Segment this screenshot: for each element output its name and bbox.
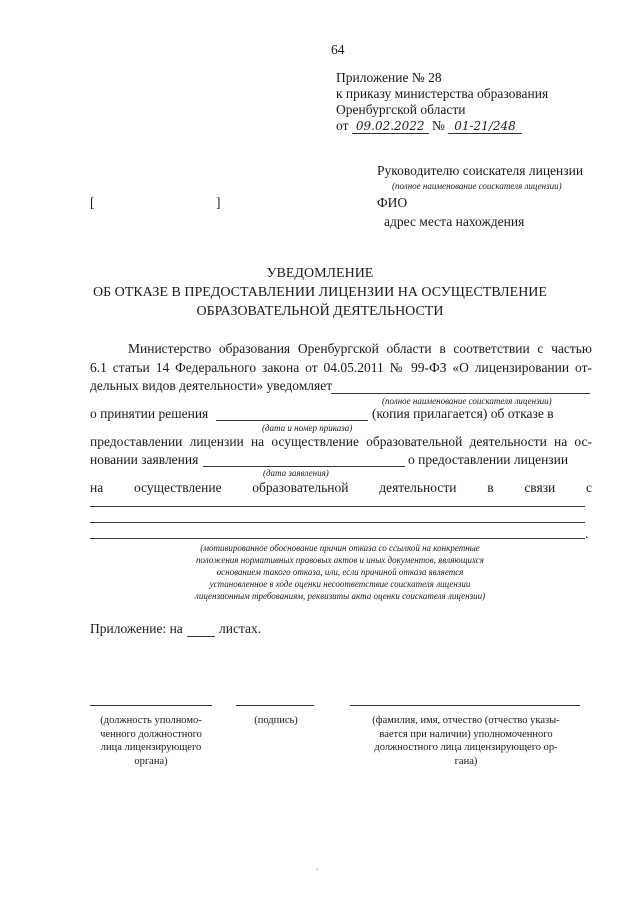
reason-caption-line: (мотивированное обоснование причин отказа со ссылкой на конкретные bbox=[200, 543, 480, 553]
reason-caption-line: установленное в ходе оценки несоответствие соискателя лицензии bbox=[209, 579, 471, 589]
appendix-order-ref: к приказу министерства образования bbox=[336, 86, 549, 101]
order-caption: (дата и номер приказа) bbox=[262, 423, 353, 433]
caption-line: гана) bbox=[454, 755, 478, 767]
position-line bbox=[90, 705, 212, 706]
body-line-3: дельных видов деятельности» уведомляет bbox=[90, 378, 333, 393]
caption-line: ченного должностного bbox=[100, 728, 202, 740]
reason-line-1 bbox=[90, 506, 585, 507]
word: деятельности bbox=[379, 480, 457, 495]
reason-end-dot: . bbox=[585, 526, 589, 541]
title-line-1: УВЕДОМЛЕНИЕ bbox=[266, 266, 374, 281]
caption-line: должностного лица лицензирующего ор- bbox=[374, 742, 558, 753]
addressee-fio: ФИО bbox=[377, 195, 408, 210]
word: связи bbox=[524, 480, 556, 495]
reason-line-2 bbox=[90, 522, 585, 523]
stamp-bracket-right: ] bbox=[216, 195, 221, 210]
attachment-suffix: листах. bbox=[219, 621, 262, 636]
word: образовательной bbox=[252, 480, 349, 495]
application-text: новании заявления bbox=[90, 452, 199, 467]
title-line-3: ОБРАЗОВАТЕЛЬНОЙ ДЕЯТЕЛЬНОСТИ bbox=[196, 304, 444, 319]
word: осуществление bbox=[133, 480, 222, 495]
full-name-caption bbox=[346, 714, 586, 768]
word: с bbox=[586, 480, 592, 495]
date-prefix: от bbox=[336, 118, 349, 133]
number-prefix: № bbox=[431, 118, 445, 133]
caption-line: лица лицензирующего bbox=[100, 742, 202, 753]
title-line-2: ОБ ОТКАЗЕ В ПРЕДОСТАВЛЕНИИ ЛИЦЕНЗИИ НА ОСУЩЕСТВЛЕНИЕ bbox=[93, 285, 547, 300]
caption-line: вается при наличии) уполномоченного bbox=[379, 728, 553, 740]
addressee-head: Руководителю соискателя лицензии bbox=[377, 163, 584, 178]
applicant-name-caption: (полное наименование соискателя лицензии) bbox=[382, 396, 552, 406]
body-line-5: предоставлении лицензии на осуществление образовательной деятельности на ос- bbox=[90, 434, 592, 449]
caption-line: (фамилия, имя, отчество (отчество указы- bbox=[372, 715, 560, 726]
application-date-line bbox=[203, 466, 405, 467]
appendix-date-number bbox=[336, 118, 522, 134]
reason-caption-line: лицензионным требованиям, реквизиты акта оценки соискателя лицензии) bbox=[194, 591, 486, 601]
word: на bbox=[90, 480, 104, 495]
full-name-line bbox=[350, 705, 580, 706]
body-line-2: 6.1 статьи 14 Федерального закона от 04.05.2011 № 99-ФЗ «О лицензировании от- bbox=[90, 360, 592, 375]
signature-caption bbox=[236, 714, 316, 728]
pages-count-line bbox=[187, 636, 215, 637]
appendix-region: Оренбургской области bbox=[336, 102, 466, 117]
body-line-1: Министерство образования Оренбургской области в соответствии с частью bbox=[128, 341, 592, 356]
caption-line: (должность уполномо- bbox=[100, 715, 202, 726]
word: в bbox=[487, 480, 494, 495]
handwritten-date: 09.02.2022 bbox=[352, 119, 429, 134]
attachment-prefix: Приложение: на bbox=[90, 621, 183, 636]
page-number: 64 bbox=[331, 42, 345, 57]
scan-mark: . bbox=[316, 862, 319, 873]
application-text-2: о предоставлении лицензии bbox=[408, 452, 569, 467]
order-line bbox=[216, 420, 368, 421]
decision-text-2: (копия прилагается) об отказе в bbox=[372, 406, 554, 421]
reason-line-3 bbox=[90, 538, 585, 539]
application-date-caption: (дата заявления) bbox=[263, 468, 329, 478]
reason-caption-line: основанием такого отказа, или, если причиной отказа является bbox=[216, 567, 464, 577]
addressee-address: адрес места нахождения bbox=[384, 214, 525, 229]
caption-line: (подпись) bbox=[254, 715, 298, 726]
appendix-title: Приложение № 28 bbox=[336, 70, 442, 85]
applicant-name-line bbox=[331, 393, 590, 394]
decision-text: о принятии решения bbox=[90, 406, 209, 421]
caption-line: органа) bbox=[134, 755, 168, 767]
signature-line bbox=[236, 705, 314, 706]
addressee-head-caption: (полное наименование соискателя лицензии) bbox=[392, 181, 562, 191]
reason-caption-line: положения нормативных правовых актов и иных документов, являющихся bbox=[196, 555, 484, 565]
body-line-7 bbox=[90, 480, 592, 496]
handwritten-number: 01-21/248 bbox=[448, 119, 522, 134]
position-caption bbox=[86, 714, 216, 768]
stamp-bracket-left: [ bbox=[90, 195, 95, 210]
